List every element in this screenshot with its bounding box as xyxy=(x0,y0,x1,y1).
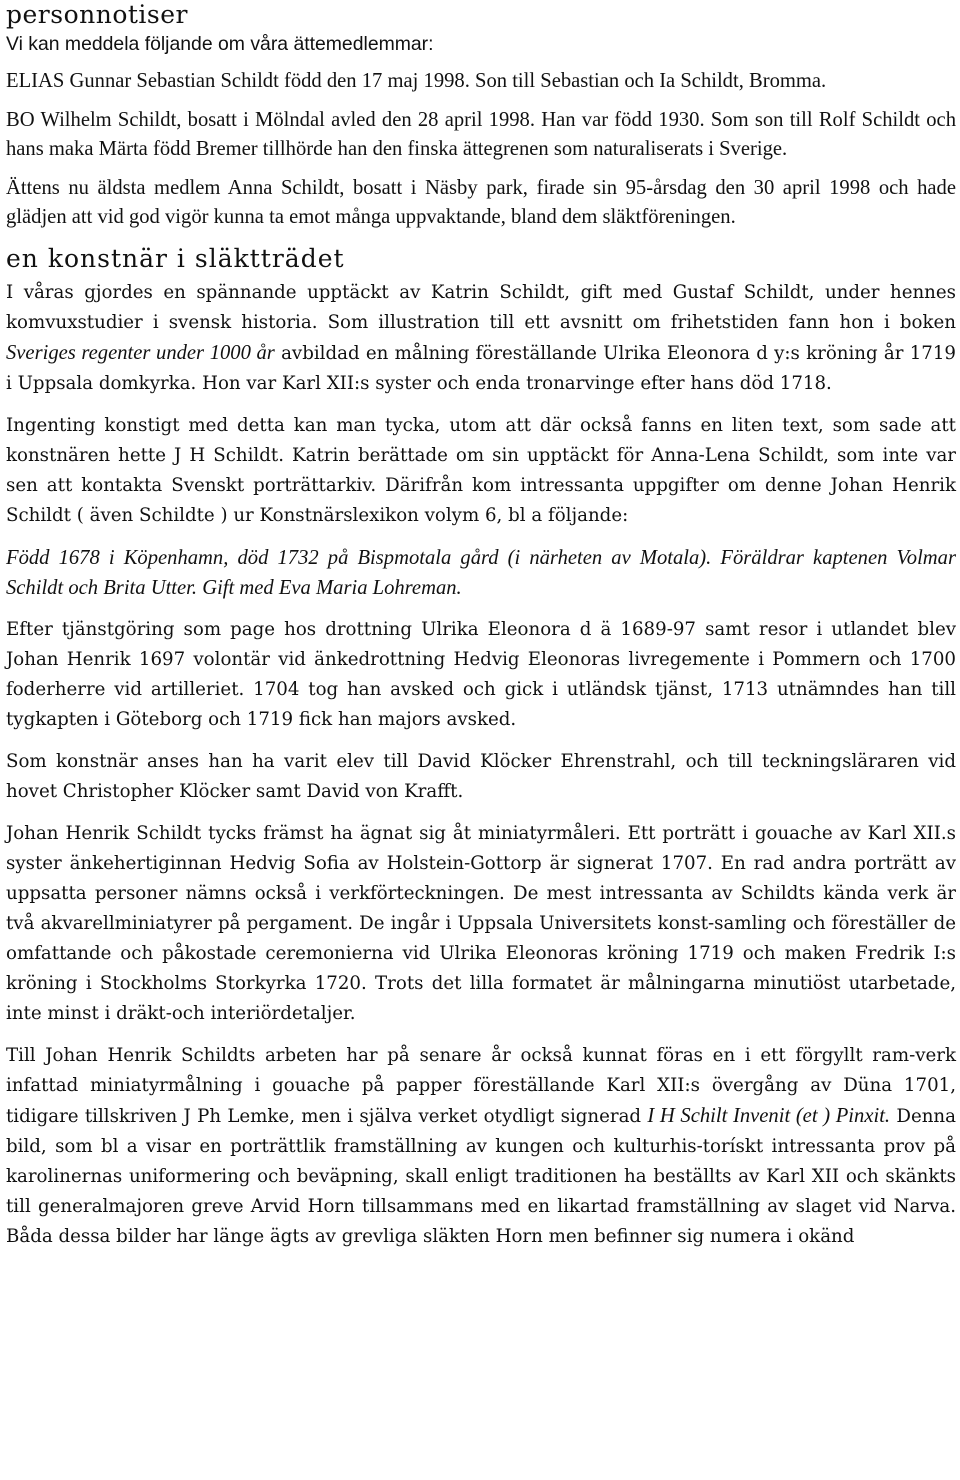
section-title-konstnar: en konstnär i släktträdet xyxy=(6,244,345,273)
paragraph-duna xyxy=(6,1041,956,1252)
book-title: Sveriges regenter under 1000 år xyxy=(6,342,275,364)
section-personnotiser xyxy=(6,0,956,232)
paragraph-miniatures: Johan Henrik Schildt tycks främst ha ägnat sig åt miniatyrmåleri. Ett porträtt i gouache av Karl XII.s syster änkehertiginnan Hedvig Sofia av Holstein-Gottorp är signerat 1707. En rad andra porträtt av uppsatta personer nämns också i verkförteckningen. De mest intressanta av Schildts kända verk är två akvarellminiatyrer på pergament. De ingår i Uppsala Universitets konst-samling och föreställer de omfattande och påkostade ceremonierna vid Ulrika Eleonoras kröning 1719 och maken Fredrik I:s kröning i Stockholms Storkyrka 1720. Trots det lilla formatet är målningarna minutiöst utarbetade, inte minst i dräkt-och interiördetaljer. xyxy=(6,823,956,1024)
paragraph-teachers: Som konstnär anses han ha varit elev till David Klöcker Ehrenstrahl, och till teckningsläraren vid hovet Christopher Klöcker samt David von Krafft. xyxy=(6,751,956,802)
notice-bo: BO Wilhelm Schildt, bosatt i Mölndal avled den 28 april 1998. Han var född 1930. Som son till Rolf Schildt och hans maka Märta född Bremer tillhörde han den finska ättegrenen som naturaliserats i Sverige. xyxy=(6,109,956,160)
notice-anna: Ättens nu äldsta medlem Anna Schildt, bosatt i Näsby park, firade sin 95-årsdag den 30 april 1998 och hade glädjen att vid god vigör kunna ta emot många uppvaktande, bland dem släktföreningen. xyxy=(6,177,956,228)
intro-text: Vi kan meddela följande om våra ättemedlemmar: xyxy=(6,33,434,55)
paragraph-duna-b: Denna bild, som bl a visar en porträttlik framställning av kungen och kulturhis-torískt intressanta prov på karolinernas uniformering och beväpning, skall enligt traditionen ha beställts av Karl XII och skänkts till generalmajoren greve Arvid Horn tillsammans med en likartad framställning av slaget vid Narva. Båda dessa bilder har länge ägts av grevliga släkten Horn men befinner sig numera i okänd xyxy=(6,1106,956,1247)
signature-text: I H Schilt Invenit (et ) Pinxit. xyxy=(647,1105,891,1127)
section-konstnar xyxy=(6,244,956,1252)
paragraph-discovery-b: avbildad en målning föreställande Ulrika Eleonora d y:s kröning år 1719 i Uppsala domkyrka. Hon var Karl XII:s syster och enda tronarvinge efter hans död 1718. xyxy=(6,343,956,394)
section-title-personnotiser: personnotiser xyxy=(6,0,189,29)
lexicon-quote: Född 1678 i Köpenhamn, död 1732 på Bispmotala gård (i närheten av Motala). Föräldrar kaptenen Volmar Schildt och Brita Utter. Gift med Eva Maria Lohreman. xyxy=(6,547,956,599)
notice-elias: ELIAS Gunnar Sebastian Schildt född den 17 maj 1998. Son till Sebastian och Ia Schildt, Bromma. xyxy=(6,70,827,92)
paragraph-career: Efter tjänstgöring som page hos drottning Ulrika Eleonora d ä 1689-97 samt resor i utlandet blev Johan Henrik 1697 volontär vid änkedrottning Hedvig Eleonoras livregemente i Pommern och 1700 foderherre vid artilleriet. 1704 tog han avsked och gick i utländsk tjänst, 1713 utnämndes han till tygkapten i Göteborg och 1719 fick han majors avsked. xyxy=(6,619,956,730)
paragraph-discovery-a: I våras gjordes en spännande upptäckt av Katrin Schildt, gift med Gustaf Schildt, under hennes komvuxstudier i svensk historia. Som illustration till ett avsnitt om frihetstiden fann hon i boken xyxy=(6,282,956,333)
paragraph-duna-a: Till Johan Henrik Schildts arbeten har på senare år också kunnat föras en i ett förgyllt ram-verk infattad miniatyrmålning i gouache på papper föreställande Karl XII:s övergång av Düna 1701, tidigare tillskriven J Ph Lemke, men i själva verket otydligt signerad xyxy=(6,1045,956,1127)
document-page xyxy=(6,0,956,1252)
paragraph-discovery xyxy=(6,278,956,399)
paragraph-archive: Ingenting konstigt med detta kan man tycka, utom att där också fanns en liten text, som sade att konstnären hette J H Schildt. Katrin berättade om sin upptäckt för Anna-Lena Schildt, som inte var sen att kontakta Svenskt porträttarkiv. Därifrån kom intressanta uppgifter om denne Johan Henrik Schildt ( även Schildte ) ur Konstnärslexikon volym 6, bl a följande: xyxy=(6,415,956,526)
